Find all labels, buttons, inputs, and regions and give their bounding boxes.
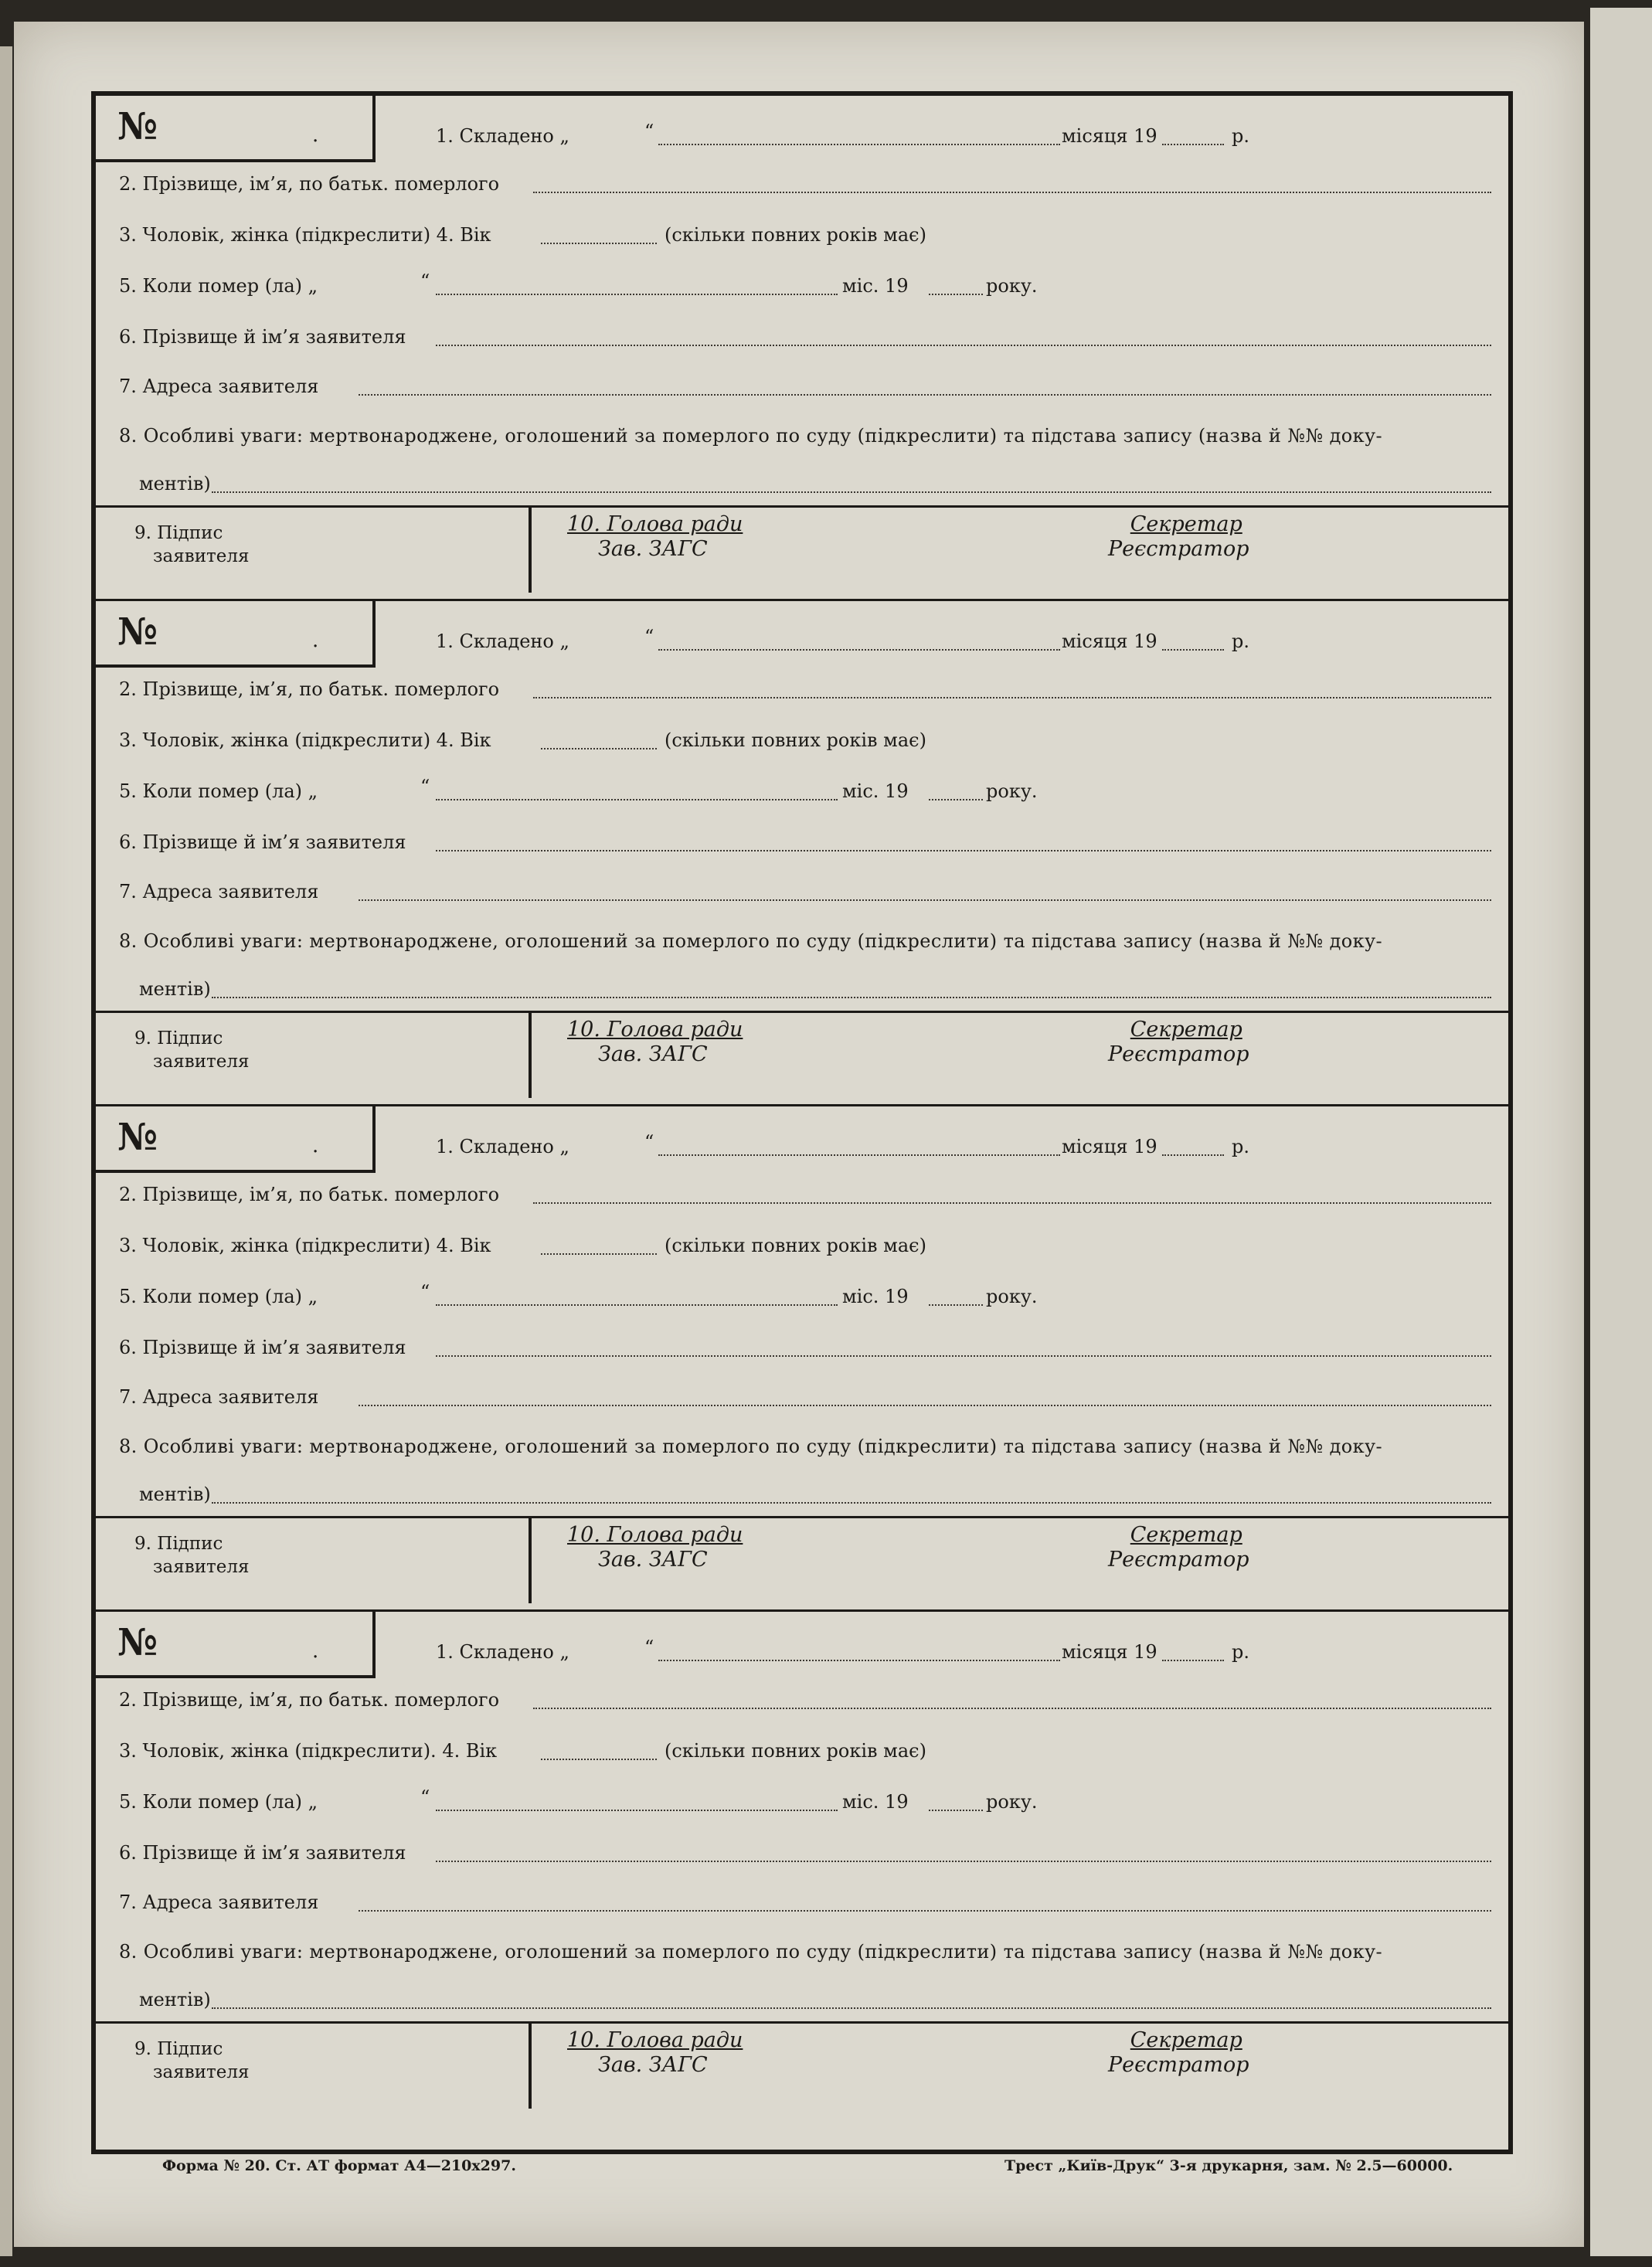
footer-form-code: Форма № 20. Ст. АТ формат А4—210х297. [162,2157,516,2174]
field-deceased-name-label: 2. Прізвище, ім’я, по батьк. померлого [119,1689,500,1711]
sig9-line1: 9. Підпис [134,1534,223,1554]
field-notes-line[interactable] [212,2007,1491,2009]
field-composed-r: р. [1232,125,1249,147]
field-death-date-line[interactable] [436,799,838,800]
field-death-roku: року. [986,1791,1038,1813]
field-composed-date-line[interactable] [658,649,1060,651]
field-composed-month: місяця 19 [1062,630,1157,652]
sec-line1: Секретар [1130,1523,1242,1547]
sig10-line1: 10. Голова ради [567,1018,743,1042]
field-composed-year-line[interactable] [1162,1660,1224,1661]
field-death-date-label: 5. Коли помер (ла) „ [119,1791,318,1813]
field-death-year-line[interactable] [929,799,983,800]
field-death-year-line[interactable] [929,1810,983,1811]
field-notes-label: 8. Особливі уваги: мертвонароджене, оголошений за померлого по суду (підкреслити) та підстава запису (назва й №№ доку- [119,1941,1383,1963]
field-death-roku: року. [986,780,1038,802]
field-composed-quote: “ [644,1637,654,1658]
field-age-line[interactable] [541,1759,657,1760]
field-death-quote: “ [420,776,430,797]
field-composed-r: р. [1232,1641,1249,1663]
secretary-signature-label [1108,1018,1249,1067]
number-sign: № [117,105,158,148]
field-composed-quote: “ [644,121,654,142]
sig9-line1: 9. Підпис [134,1028,223,1049]
field-sex-age-label: 3. Чоловік, жінка (підкреслити) 4. Вік [119,729,491,751]
field-composed-month: місяця 19 [1062,1136,1157,1157]
footer-printer: Трест „Київ-Друк“ 3-я друкарня, зам. № 2.5—60000. [1004,2157,1453,2174]
field-death-date-line[interactable] [436,1304,838,1306]
field-composed-r: р. [1232,1136,1249,1157]
sig9-line2: заявителя [153,1052,250,1072]
applicant-signature-label [134,522,250,568]
field-applicant-address-label: 7. Адреса заявителя [119,1891,319,1913]
field-death-year-line[interactable] [929,294,983,295]
sig10-line1: 10. Голова ради [567,512,743,536]
field-composed-r: р. [1232,630,1249,652]
number-sign: № [117,1116,158,1159]
field-applicant-address-label: 7. Адреса заявителя [119,376,319,397]
sig10-line2: Зав. ЗАГС [598,2053,708,2077]
field-applicant-name-line[interactable] [436,345,1491,346]
field-death-date-label: 5. Коли помер (ла) „ [119,275,318,297]
secretary-signature-label [1108,2028,1249,2078]
record-number-box [96,601,376,668]
field-composed-date-line[interactable] [658,1660,1060,1661]
number-dot: . [312,1134,319,1157]
field-composed-date-line[interactable] [658,1154,1060,1156]
sig9-line2: заявителя [153,1557,250,1577]
field-applicant-name-label: 6. Прізвище й ім’я заявителя [119,1337,406,1358]
sig10-line1: 10. Голова ради [567,1523,743,1547]
field-deceased-name-label: 2. Прізвище, ім’я, по батьк. померлого [119,173,500,195]
field-deceased-name-label: 2. Прізвище, ім’я, по батьк. померлого [119,678,500,700]
field-notes-cont: ментів) [139,1989,211,2010]
signature-divider [529,2024,532,2109]
signature-divider [529,1013,532,1098]
next-page-edge [1590,8,1652,2256]
number-dot: . [312,124,319,147]
field-deceased-name-line[interactable] [533,1202,1491,1204]
sec-line2: Реєстратор [1108,1548,1249,1572]
sec-line1: Секретар [1130,1018,1242,1042]
sec-line2: Реєстратор [1108,1042,1249,1066]
field-composed-label: 1. Складено „ [436,1641,569,1663]
field-death-roku: року. [986,275,1038,297]
field-composed-year-line[interactable] [1162,144,1224,145]
field-notes-cont: ментів) [139,978,211,1000]
record-number-box [96,1106,376,1173]
field-notes-line[interactable] [212,491,1491,493]
secretary-signature-label [1108,512,1249,562]
field-age-line[interactable] [541,748,657,749]
form-frame [91,91,1513,2154]
number-dot: . [312,1640,319,1663]
page-edge-left [0,46,12,2256]
number-dot: . [312,629,319,652]
record-number-box [96,96,376,162]
field-death-date-line[interactable] [436,294,838,295]
field-applicant-name-line[interactable] [436,850,1491,851]
field-death-quote: “ [420,1281,430,1303]
applicant-signature-label [134,2038,250,2084]
death-record-block [96,601,1508,1106]
field-notes-cont: ментів) [139,473,211,495]
record-number-box [96,1612,376,1678]
sig10-line2: Зав. ЗАГС [598,1548,708,1572]
field-notes-cont: ментів) [139,1484,211,1505]
field-applicant-address-line[interactable] [359,899,1491,901]
field-death-date-label: 5. Коли помер (ла) „ [119,1286,318,1307]
applicant-signature-label [134,1532,250,1579]
field-applicant-address-label: 7. Адреса заявителя [119,881,319,902]
field-composed-year-line[interactable] [1162,649,1224,651]
signature-divider [529,508,532,593]
field-applicant-address-line[interactable] [359,394,1491,396]
field-notes-label: 8. Особливі уваги: мертвонароджене, оголошений за померлого по суду (підкреслити) та підстава запису (назва й №№ доку- [119,1436,1383,1457]
field-death-roku: року. [986,1286,1038,1307]
sig9-line2: заявителя [153,2062,250,2082]
field-deceased-name-label: 2. Прізвище, ім’я, по батьк. померлого [119,1184,500,1205]
number-sign: № [117,610,158,654]
field-sex-age-label: 3. Чоловік, жінка (підкреслити) 4. Вік [119,1235,491,1256]
signature-row [96,508,1508,593]
field-deceased-name-line[interactable] [533,1708,1491,1709]
death-record-block [96,96,1508,601]
field-notes-line[interactable] [212,997,1491,998]
field-composed-month: місяця 19 [1062,125,1157,147]
sec-line2: Реєстратор [1108,537,1249,561]
field-composed-date-line[interactable] [658,144,1060,145]
sig9-line1: 9. Підпис [134,523,223,543]
field-age-line[interactable] [541,243,657,244]
field-applicant-address-line[interactable] [359,1910,1491,1912]
field-applicant-name-line[interactable] [436,1355,1491,1357]
field-age-hint: (скільки повних років має) [665,1235,926,1256]
field-death-quote: “ [420,270,430,292]
head-signature-label [567,2028,743,2078]
death-record-block [96,1106,1508,1612]
field-death-date-label: 5. Коли помер (ла) „ [119,780,318,802]
secretary-signature-label [1108,1523,1249,1572]
field-deceased-name-line[interactable] [533,192,1491,193]
sig10-line2: Зав. ЗАГС [598,1042,708,1066]
sig9-line1: 9. Підпис [134,2039,223,2059]
field-notes-line[interactable] [212,1502,1491,1504]
sig10-line1: 10. Голова ради [567,2028,743,2052]
field-sex-age-label: 3. Чоловік, жінка (підкреслити). 4. Вік [119,1740,498,1762]
head-signature-label [567,1523,743,1572]
field-death-mis: міс. 19 [842,275,909,297]
signature-row [96,1518,1508,1603]
head-signature-label [567,512,743,562]
field-applicant-name-line[interactable] [436,1861,1491,1862]
field-death-quote: “ [420,1786,430,1808]
field-age-hint: (скільки повних років має) [665,1740,926,1762]
field-applicant-address-label: 7. Адреса заявителя [119,1386,319,1408]
signature-row [96,2024,1508,2109]
sig10-line2: Зав. ЗАГС [598,537,708,561]
field-death-year-line[interactable] [929,1304,983,1306]
field-composed-label: 1. Складено „ [436,1136,569,1157]
field-notes-label: 8. Особливі уваги: мертвонароджене, оголошений за померлого по суду (підкреслити) та підстава запису (назва й №№ доку- [119,425,1383,447]
field-deceased-name-line[interactable] [533,697,1491,698]
field-composed-month: місяця 19 [1062,1641,1157,1663]
field-composed-label: 1. Складено „ [436,125,569,147]
field-notes-label: 8. Особливі уваги: мертвонароджене, оголошений за померлого по суду (підкреслити) та підстава запису (назва й №№ доку- [119,930,1383,952]
field-applicant-name-label: 6. Прізвище й ім’я заявителя [119,1842,406,1864]
field-death-mis: міс. 19 [842,1286,909,1307]
field-age-hint: (скільки повних років має) [665,224,926,246]
field-composed-quote: “ [644,626,654,647]
field-composed-year-line[interactable] [1162,1154,1224,1156]
field-death-date-line[interactable] [436,1810,838,1811]
field-age-hint: (скільки повних років має) [665,729,926,751]
field-applicant-name-label: 6. Прізвище й ім’я заявителя [119,326,406,348]
death-record-block [96,1612,1508,2117]
applicant-signature-label [134,1027,250,1073]
sec-line1: Секретар [1130,2028,1242,2052]
field-death-mis: міс. 19 [842,1791,909,1813]
signature-row [96,1013,1508,1098]
field-death-mis: міс. 19 [842,780,909,802]
field-composed-quote: “ [644,1131,654,1153]
number-sign: № [117,1621,158,1664]
sec-line2: Реєстратор [1108,2053,1249,2077]
field-sex-age-label: 3. Чоловік, жінка (підкреслити) 4. Вік [119,224,491,246]
field-age-line[interactable] [541,1253,657,1255]
field-applicant-address-line[interactable] [359,1405,1491,1406]
signature-divider [529,1518,532,1603]
sig9-line2: заявителя [153,546,250,566]
head-signature-label [567,1018,743,1067]
field-composed-label: 1. Складено „ [436,630,569,652]
sec-line1: Секретар [1130,512,1242,536]
field-applicant-name-label: 6. Прізвище й ім’я заявителя [119,831,406,853]
